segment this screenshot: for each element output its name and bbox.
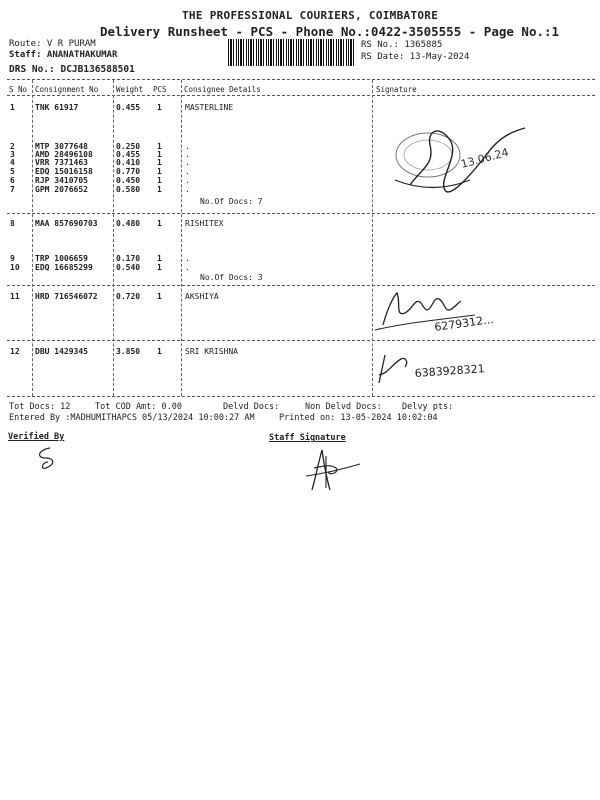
row-weight: 0.410 (116, 158, 141, 167)
header-sno: S No (9, 85, 28, 94)
row-consignee: AKSHIYA (185, 292, 219, 301)
signature-stamp-1 (380, 110, 550, 210)
total-cod-amount: Tot COD Amt: 0.00 (95, 402, 182, 412)
rs-number: RS No.: 1365885 (361, 40, 443, 50)
row-pcs: 1 (157, 254, 162, 263)
row-consignee: . (185, 142, 190, 151)
row-sno: 5 (10, 167, 15, 176)
row-weight: 0.455 (116, 103, 141, 112)
verified-signature (30, 444, 70, 474)
row-consignment: AMD 28496108 (35, 150, 93, 159)
row-consignment: MAA 857690703 (35, 219, 98, 228)
row-consignee: . (185, 263, 190, 272)
staff-label: Staff: ANANATHAKUMAR (9, 50, 118, 60)
row-consignment: HRD 716546072 (35, 292, 98, 301)
row-pcs: 1 (157, 150, 162, 159)
row-weight: 0.250 (116, 142, 141, 151)
row-pcs: 1 (157, 263, 162, 272)
row-weight: 3.850 (116, 347, 141, 356)
row-pcs: 1 (157, 167, 162, 176)
signature-2 (375, 285, 555, 340)
row-sno: 6 (10, 176, 15, 185)
staff-signature-mark (300, 446, 370, 496)
row-consignee: MASTERLINE (185, 103, 234, 112)
row-weight: 0.720 (116, 292, 141, 301)
header-weight: Weight (116, 85, 144, 94)
row-consignee: . (185, 158, 190, 167)
row-sno: 11 (10, 292, 20, 301)
company-name: THE PROFESSIONAL COURIERS, COIMBATORE (182, 9, 439, 22)
header-consignee: Consignee Details (184, 85, 261, 94)
row-consignment: DBU 1429345 (35, 347, 88, 356)
drs-number: DRS No.: DCJB136588501 (9, 64, 135, 75)
column-divider (32, 80, 33, 396)
row-consignment: EDQ 16685299 (35, 263, 93, 272)
docs-count-note: No.Of Docs: 7 (200, 197, 263, 206)
row-consignee: . (185, 185, 190, 194)
column-divider (113, 80, 114, 396)
barcode-image (228, 39, 355, 66)
verified-by-label: Verified By (8, 432, 65, 442)
total-docs: Tot Docs: 12 (9, 402, 71, 412)
row-weight: 0.480 (116, 219, 141, 228)
row-weight: 0.455 (116, 150, 141, 159)
row-weight: 0.540 (116, 263, 141, 272)
row-pcs: 1 (157, 185, 162, 194)
row-sno: 8 (10, 219, 15, 228)
row-consignment: GPM 2076652 (35, 185, 88, 194)
row-sno: 4 (10, 158, 15, 167)
entered-by: Entered By :MADHUMITHAPCS 05/13/2024 10:00:27 AM (9, 413, 255, 423)
row-sno: 7 (10, 185, 15, 194)
row-consignment: VRR 7371463 (35, 158, 88, 167)
row-consignee: . (185, 176, 190, 185)
row-weight: 0.580 (116, 185, 141, 194)
header-bottom-border (7, 95, 595, 96)
row-consignment: MTP 3077648 (35, 142, 88, 151)
row-consignee: . (185, 167, 190, 176)
row-pcs: 1 (157, 158, 162, 167)
row-sno: 3 (10, 150, 15, 159)
row-consignee: SRI KRISHNA (185, 347, 238, 356)
row-pcs: 1 (157, 176, 162, 185)
signature-date: 13.06.24 (459, 145, 511, 171)
group-divider (7, 213, 595, 214)
row-sno: 10 (10, 263, 20, 272)
route-label: Route: V R PURAM (9, 39, 96, 49)
row-consignment: EDQ 15016158 (35, 167, 93, 176)
row-pcs: 1 (157, 142, 162, 151)
header-signature: Signature (376, 85, 417, 94)
staff-signature-label: Staff Signature (269, 433, 346, 443)
row-weight: 0.170 (116, 254, 141, 263)
signature-3 (375, 345, 545, 395)
delivered-docs: Delvd Docs: (223, 402, 280, 412)
printed-on: Printed on: 13-05-2024 10:02:04 (279, 413, 438, 423)
row-sno: 12 (10, 347, 20, 356)
row-pcs: 1 (157, 103, 162, 112)
row-consignee: . (185, 254, 190, 263)
row-sno: 9 (10, 254, 15, 263)
column-divider (372, 80, 373, 396)
row-weight: 0.770 (116, 167, 141, 176)
row-pcs: 1 (157, 347, 162, 356)
row-consignment: RJP 3410705 (35, 176, 88, 185)
signature-phone: 6383928321 (414, 362, 486, 380)
group-divider (7, 340, 595, 341)
row-pcs: 1 (157, 219, 162, 228)
row-pcs: 1 (157, 292, 162, 301)
signature-phone: 6279312... (433, 312, 495, 334)
docs-count-note: No.Of Docs: 3 (200, 273, 263, 282)
non-delivered-docs: Non Delvd Docs: (305, 402, 382, 412)
row-consignment: TRP 1006659 (35, 254, 88, 263)
header-pcs: PCS (153, 85, 167, 94)
rs-date: RS Date: 13-May-2024 (361, 52, 470, 62)
delivery-points: Delvy pts: (402, 402, 454, 412)
row-sno: 2 (10, 142, 15, 151)
row-consignment: TNK 61917 (35, 103, 79, 112)
header-consignment: Consignment No (35, 85, 99, 94)
runsheet-title: Delivery Runsheet - PCS - Phone No.:0422-3505555 - Page No.:1 (100, 24, 560, 39)
row-consignee: RISHITEX (185, 219, 224, 228)
table-bottom-border (7, 396, 595, 397)
table-top-border (7, 79, 595, 80)
column-divider (181, 80, 182, 396)
row-sno: 1 (10, 103, 15, 112)
row-consignee: . (185, 150, 190, 159)
row-weight: 0.450 (116, 176, 141, 185)
